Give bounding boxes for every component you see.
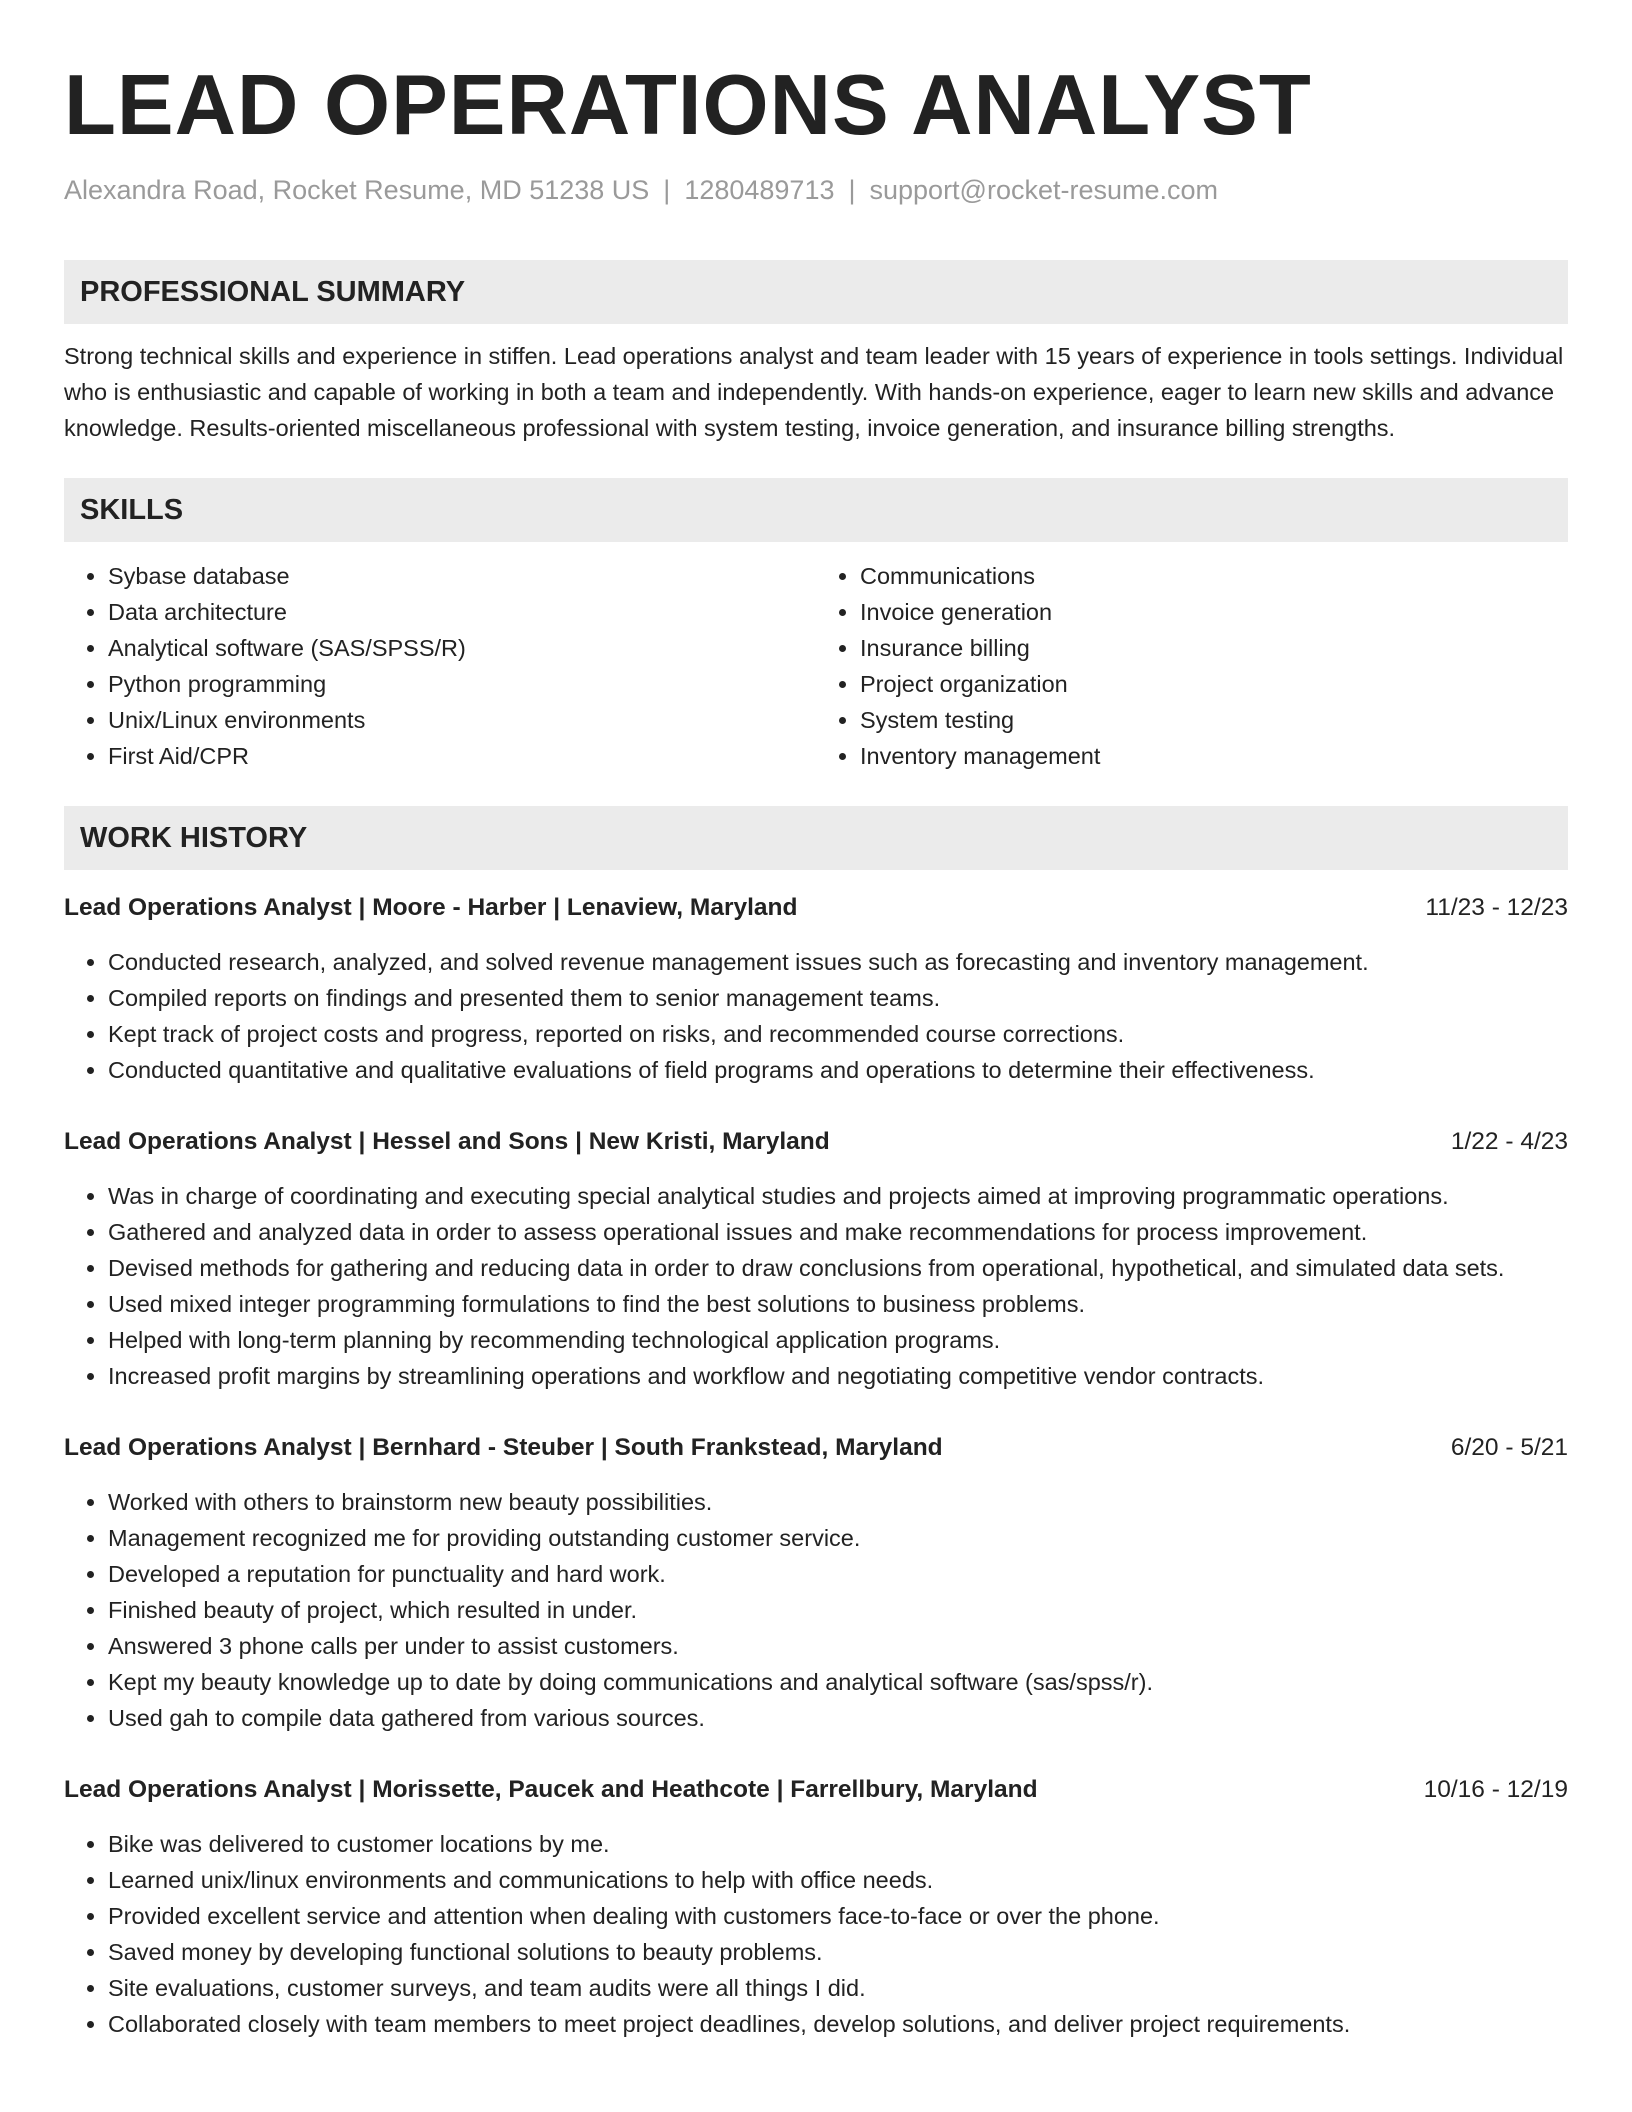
contact-separator: | <box>663 175 671 205</box>
skill-item: • System testing <box>860 702 1568 738</box>
skills-columns <box>64 558 1568 774</box>
job-bullet: • Worked with others to brainstorm new beauty possibilities. <box>108 1484 1568 1520</box>
job-entry <box>64 1430 1568 1736</box>
job-bullet: • Helped with long-term planning by recommending technological application programs. <box>108 1322 1568 1358</box>
skills-right-list <box>816 558 1568 774</box>
contact-line <box>64 172 1568 208</box>
skill-item: • Invoice generation <box>860 594 1568 630</box>
summary-heading: PROFESSIONAL SUMMARY <box>64 260 1568 324</box>
job-dates: 1/22 - 4/23 <box>1450 1128 1568 1155</box>
skill-item: • First Aid/CPR <box>108 738 816 774</box>
job-bullet: • Management recognized me for providing outstanding customer service. <box>108 1520 1568 1556</box>
job-header <box>64 1772 1568 1808</box>
job-bullet: • Increased profit margins by streamlining operations and workflow and negotiating competitive vendor contracts. <box>108 1358 1568 1394</box>
job-bullet: • Compiled reports on findings and presented them to senior management teams. <box>108 980 1568 1016</box>
skill-item: • Unix/Linux environments <box>108 702 816 738</box>
skill-item: • Communications <box>860 558 1568 594</box>
job-header <box>64 1430 1568 1466</box>
job-bullet: • Developed a reputation for punctuality and hard work. <box>108 1556 1568 1592</box>
job-bullet: • Kept my beauty knowledge up to date by doing communications and analytical software (sas/spss/r). <box>108 1664 1568 1700</box>
job-title: Lead Operations Analyst | Bernhard - Steuber | South Frankstead, Maryland <box>64 1434 943 1461</box>
contact-phone: 1280489713 <box>684 175 835 205</box>
job-bullet: • Conducted research, analyzed, and solved revenue management issues such as forecasting and inventory management. <box>108 944 1568 980</box>
job-title: Lead Operations Analyst | Hessel and Sons | New Kristi, Maryland <box>64 1128 830 1155</box>
job-bullet: • Kept track of project costs and progress, reported on risks, and recommended course corrections. <box>108 1016 1568 1052</box>
skills-left-list <box>64 558 816 774</box>
job-title: Lead Operations Analyst | Moore - Harber | Lenaview, Maryland <box>64 894 798 921</box>
job-header <box>64 890 1568 926</box>
job-bullet: • Site evaluations, customer surveys, and team audits were all things I did. <box>108 1970 1568 2006</box>
job-bullet: • Bike was delivered to customer locations by me. <box>108 1826 1568 1862</box>
summary-text: Strong technical skills and experience in stiffen. Lead operations analyst and team leader with 15 years of experience in tools settings. Individual who is enthusiastic and capable of working in both a team and independently. With hands-on experience, eager to learn new skills and advance knowledge. Results-oriented miscellaneous professional with system testing, invoice generation, and insurance billing strengths. <box>64 343 1564 441</box>
job-bullet: • Answered 3 phone calls per under to assist customers. <box>108 1628 1568 1664</box>
job-bullet: • Saved money by developing functional solutions to beauty problems. <box>108 1934 1568 1970</box>
job-bullet: • Conducted quantitative and qualitative evaluations of field programs and operations to determine their effectiveness. <box>108 1052 1568 1088</box>
job-bullet: • Learned unix/linux environments and communications to help with office needs. <box>108 1862 1568 1898</box>
work-history-heading: WORK HISTORY <box>64 806 1568 870</box>
job-bullets <box>64 1826 1568 2042</box>
contact-email: support@rocket-resume.com <box>869 175 1219 205</box>
skill-item: • Analytical software (SAS/SPSS/R) <box>108 630 816 666</box>
job-bullet: • Used gah to compile data gathered from various sources. <box>108 1700 1568 1736</box>
job-bullet: • Used mixed integer programming formulations to find the best solutions to business problems. <box>108 1286 1568 1322</box>
job-bullet: • Finished beauty of project, which resulted in under. <box>108 1592 1568 1628</box>
job-bullet: • Devised methods for gathering and reducing data in order to draw conclusions from operational, hypothetical, and simulated data sets. <box>108 1250 1568 1286</box>
job-title: Lead Operations Analyst | Morissette, Paucek and Heathcote | Farrellbury, Maryland <box>64 1776 1038 1803</box>
skill-item: • Data architecture <box>108 594 816 630</box>
job-bullet: • Collaborated closely with team members to meet project deadlines, develop solutions, and deliver project requirements. <box>108 2006 1568 2042</box>
skill-item: • Project organization <box>860 666 1568 702</box>
job-bullets <box>64 1178 1568 1394</box>
job-dates: 11/23 - 12/23 <box>1425 894 1568 921</box>
job-entry <box>64 1772 1568 2042</box>
skill-item: • Insurance billing <box>860 630 1568 666</box>
job-dates: 6/20 - 5/21 <box>1450 1434 1568 1461</box>
skill-item: • Inventory management <box>860 738 1568 774</box>
job-entry <box>64 890 1568 1088</box>
job-bullet: • Gathered and analyzed data in order to assess operational issues and make recommendations for process improvement. <box>108 1214 1568 1250</box>
job-entry <box>64 1124 1568 1394</box>
job-bullets <box>64 944 1568 1088</box>
skills-heading: SKILLS <box>64 478 1568 542</box>
job-bullet: • Was in charge of coordinating and executing special analytical studies and projects aimed at improving programmatic operations. <box>108 1178 1568 1214</box>
skill-item: • Sybase database <box>108 558 816 594</box>
contact-address: Alexandra Road, Rocket Resume, MD 51238 US <box>64 175 650 205</box>
job-dates: 10/16 - 12/19 <box>1423 1776 1568 1803</box>
job-bullet: • Provided excellent service and attention when dealing with customers face-to-face or over the phone. <box>108 1898 1568 1934</box>
contact-separator: | <box>848 175 856 205</box>
resume-title: LEAD OPERATIONS ANALYST <box>64 58 1312 153</box>
job-header <box>64 1124 1568 1160</box>
skill-item: • Python programming <box>108 666 816 702</box>
job-bullets <box>64 1484 1568 1736</box>
